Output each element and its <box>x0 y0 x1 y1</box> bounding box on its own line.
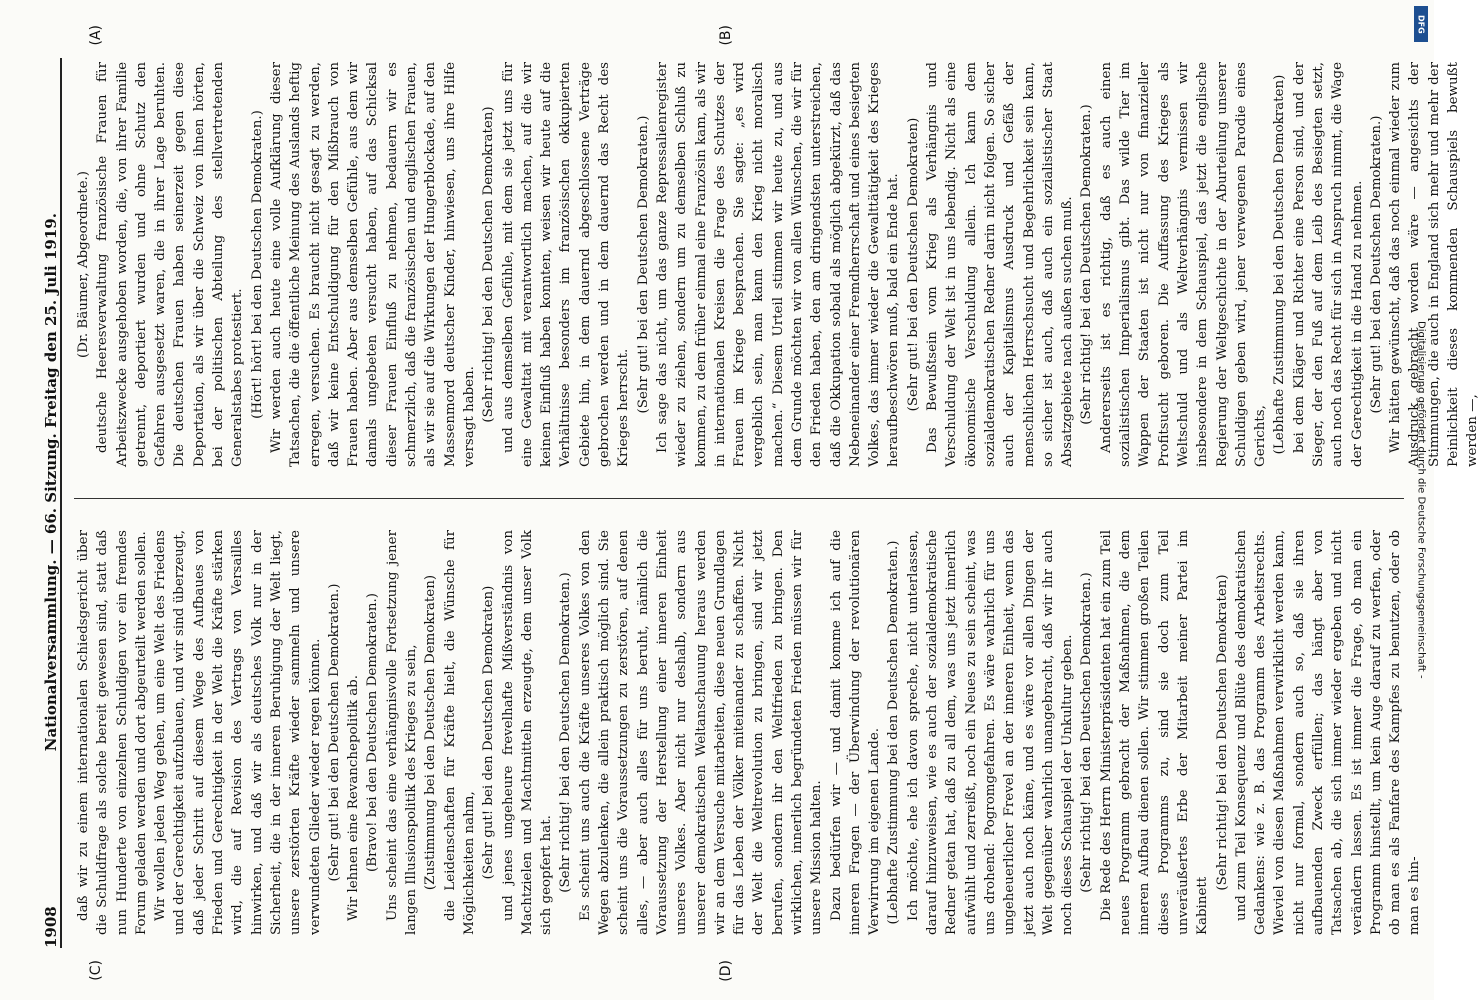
paragraph: daß wir zu einem internationalen Schiedsgericht über die Schuldfrage als solche bereit gewesen sind, statt daß nun Hunderte von einzelnen Schuldigen vor ein fremdes Forum geladen werden und dort abgeurteilt werden sollen. <box>76 530 149 935</box>
paragraph: Wir lehnen eine Revanchepolitik ab. <box>346 674 362 921</box>
digitization-attribution: Digitalisierung gefördert durch die Deutsche Forschungsgemeinschaft - <box>1415 321 1427 679</box>
paragraph: Es scheint uns auch die Kräfte unseres Volkes von den Wegen abzulenken, die allein praktisch möglich sind. Sie scheint uns die Voraussetzungen zu zerstören, auf denen alles, — aber auch alles für uns beruht, nämlich die Voraussetzung der Herstellung einer inneren Einheit unseres Volkes. Aber nicht nur deshalb, sondern aus unserer demokratischen Weltanschauung heraus werden wir an dem Versuche mitarbeiten, diese neuen Grundlagen für das Leben der Völker miteinander zu schaffen. Nicht der Welt die Weltrevolution zu bringen, sind wir jetzt berufen, sondern ihr den Weltfrieden zu bringen. Den wirklichen, innerlich begründeten Frieden müssen wir für unsere Mission halten. <box>577 530 825 935</box>
section-marker-b: (B) <box>718 25 734 46</box>
paragraph: Ich möchte, ehe ich davon spreche, nicht unterlassen, darauf hinzuweisen, wie es auch der sozialdemokratische Redner getan hat, daß zu all dem, was uns jetzt innerlich aufwühlt und zerreißt, noch ein Neues zu sein scheint, was uns drohend: Pogromgefahren. Es wäre wahrlich für uns ungeheuerlicher Frevel an der inneren Einheit, wenn das jetzt auch noch käme, und es wäre vor allen Dingen der Welt gegenüber wahrlich unangebracht, daß wir ihr auch noch dieses Schauspiel der Unkultur geben. <box>905 530 1076 935</box>
paragraph: und jenes ungeheure frevelhafte Mißverständnis von Machtzielen und Machtmitteln erzeugte, dem unser Volk sich geopfert hat. <box>500 530 555 935</box>
paragraph: Uns scheint das eine verhängnisvolle Fortsetzung jener langen Illusionspolitik des Krieges zu sein, <box>384 530 420 935</box>
paragraph: (Sehr gut! bei den Deutschen Demokraten.) <box>1368 115 1384 414</box>
column-divider <box>74 498 1404 499</box>
section-marker-c: (C) <box>88 960 104 981</box>
paragraph: (Bravo! bei den Deutschen Demokraten.) <box>365 593 381 872</box>
paragraph: Wir werden auch heute eine volle Aufklärung dieser Tatsachen, die die öffentliche Meinung des Auslands heftig erregen, versuchen. Es braucht nicht gesagt zu werden, daß wir keine Entschuldigung für den Mißbrauch von Frauen haben. Aber aus demselben Gefühle, aus dem wir damals ungebeten versucht haben, auf das Schicksal dieser Frauen Einfluß zu nehmen, bedauern wir es schmerzlich, daß die französischen und englischen Frauen, als wir sie auf die Wirkungen der Hungerblockade, auf den Massenmord deutscher Kinder, hinwiesen, uns ihre Hilfe versagt haben. <box>268 62 477 467</box>
paragraph: (Sehr richtig! bei den Deutschen Demokraten.) <box>558 572 574 893</box>
paragraph: (Sehr richtig! bei den Deutschen Demokraten.) <box>1079 572 1095 893</box>
paragraph: Andererseits ist es richtig, daß es auch einen sozialistischen Imperialismus gibt. Das wilde Tier im Wappen der Staaten ist nicht nur von finanzieller Profitsucht geboren. Die Auffassung des Krieges als Weltschuld und als Weltverhängnis vermissen wir insbesondere in dem Schauspiel, das jetzt die englische Regierung der Weltgeschichte in der Aburteilung unserer Schuldigen geben wird, jener verwegenen Parodie eines Gerichts, <box>1098 62 1269 467</box>
paragraph: (Sehr richtig! bei den Deutschen Demokraten) <box>1214 574 1230 891</box>
paragraph: Dazu bedürfen wir — und damit komme ich auf die inneren Fragen — der Überwindung der revolutionären Verwirrung im eigenen Lande. <box>828 530 883 935</box>
left-column <box>74 62 1481 467</box>
paragraph: (Sehr gut! bei den Deutschen Demokraten.) <box>326 583 342 882</box>
paragraph: Das Bewußtsein vom Krieg als Verhängnis und Verschuldung der Welt ist in uns lebendig. Nicht als eine ökonomische Verschuldung allein. Ich kann dem sozialdemokratischen Redner darin nicht folgen. So sicher auch der Kapitalismus Ausdruck und Gefäß der menschlichen Herrschsucht und Begehrlichkeit sein kann, so sicher ist auch, daß auch ein sozialistischer Staat Absatzgebiete nach außen suchen muß. <box>925 62 1076 467</box>
section-marker-d: (D) <box>718 960 734 982</box>
paragraph: bei dem Kläger und Richter eine Person sind, und der Sieger, der den Fuß auf dem Leib des Besiegten setzt, auch noch das Recht für sich in Anspruch nimmt, die Wage der Gerechtigkeit in die Hand zu nehmen. <box>1291 62 1365 467</box>
paragraph: (Dr. Bäumer, Abgeordnete.) <box>76 170 91 359</box>
paragraph: (Lebhafte Zustimmung bei den Deutschen Demokraten.) <box>886 540 902 925</box>
paragraph: (Sehr gut! bei den Deutschen Demokraten) <box>481 585 497 880</box>
paragraph: (Zustimmung bei den Deutschen Demokraten) <box>423 574 439 891</box>
paragraph: (Sehr gut! bei den Deutschen Demokraten.) <box>635 115 651 414</box>
section-marker-a: (A) <box>88 25 104 46</box>
paragraph: die Leidenschaften für Kräfte hielt, die Wünsche für Möglichkeiten nahm, <box>442 530 477 935</box>
right-column <box>74 530 1423 935</box>
paragraph: Wir hätten gewünscht, daß das noch einmal wieder zum Ausdruck gebracht worden wäre — angesichts der Stimmungen, die auch in England sich mehr und mehr der Peinlichkeit dieses kommenden Schauspiels bewußt werden —, <box>1388 62 1481 467</box>
page-title: Nationalversammlung. — 66. Sitzung. Freitag den 25. Juli 1919. <box>42 213 60 752</box>
paragraph: deutsche Heeresverwaltung französische Frauen für Arbeitszwecke ausgehoben worden, die, von ihrer Familie getrennt, deportiert wurden und ohne Schutz den Gefahren ausgesetzt waren, die in ihrer Lage beruhten. Die deutschen Frauen haben seinerzeit gegen diese Deportation, als wir über die Schweiz von ihnen hörten, bei der politischen Abteilung des stellvertretenden Generalstabes protestiert. <box>95 62 246 467</box>
paragraph: (Sehr richtig! bei den Deutschen Demokraten.) <box>1079 104 1095 425</box>
paragraph: Ich sage das nicht, um das ganze Repressalienregister wieder zu ziehen, sondern um zu demselben Schluß zu kommen, zu dem früher einmal eine Französin kam, als wir in internationalen Kreisen die Frage des Schutzes der Frauen im Kriege besprachen. Sie sagte: „es wird vergeblich sein, man kann den Krieg nicht moralisch machen.“ Diesem Urteil stimmen wir heute zu, und aus dem Grunde möchten wir von allen Wünschen, die wir für den Frieden haben, den am dringendsten unterstreichen, daß die Okkupation sobald als möglich abgekürzt, daß das Nebeneinander einer Fremdherrschaft und eines besiegten Volkes, das immer wieder die Gewalttätigkeit des Krieges heraufbeschwören muß, bald ein Ende hat. <box>654 62 902 467</box>
paragraph: Die Rede des Herrn Ministerpräsidenten hat ein zum Teil neues Programm gebracht der Maßnahmen, die dem inneren Aufbau dienen sollen. Wir stimmen großen Teilen dieses Programms zu, sind sie doch zum Teil unveräußertes Erbe der Mitarbeit meiner Partei im Kabinett <box>1098 530 1211 935</box>
paragraph: und aus demselben Gefühle, mit dem sie jetzt uns für eine Gewalttat mit verantwortlich machen, auf die wir keinen Einfluß haben konnten, weisen wir heute auf die Verhältnisse besonders im französischen okkupierten Gebiete hin, in dem dauernd abgeschlossene Verträge gebrochen werden und in dem dauernd das Recht des Krieges herrscht. <box>500 62 632 467</box>
page-number: 1908 <box>42 906 60 948</box>
page-header <box>36 58 62 948</box>
paragraph: (Sehr gut! bei den Deutschen Demokraten) <box>905 117 921 412</box>
paragraph: (Lebhafte Zustimmung bei den Deutschen Demokraten) <box>1272 74 1288 455</box>
paragraph: (Hört! hört! bei den Deutschen Demokraten.) <box>249 110 265 419</box>
paragraph: Wir wollen jeden Weg gehen, um eine Welt des Friedens und der Gerechtigkeit aufzubauen, und wir sind überzeugt, daß jeder Schritt auf diesem Wege des Aufbaues von Frieden und Gerechtigkeit in der Welt die Kräfte stärken wird, die auf Revision des Vertrags von Versailles hinwirken, und daß wir als deutsches Volk nur in der Sicherheit, die in der inneren Beruhigung der Welt liegt, unsere zerstörten Kräfte wieder sammeln und unsere verwundeten Glieder wieder regen können. <box>153 530 323 935</box>
paragraph: (Sehr richtig! bei den Deutschen Demokraten) <box>481 106 497 423</box>
dfg-logo: DFG <box>1414 6 1428 42</box>
paragraph: und zum Teil Konsequenz und Blüte des demokratischen Gedankens: wie z. B. das Programm des Arbeitsrechts. Wieviel von diesen Maßnahmen verwirklicht werden kann, nicht nur formal, sondern auch so, daß sie ihren aufbauenden Zweck erfüllen; das hängt aber von Tatsachen ab, die sich immer wieder ergeben und nicht verändern lassen. Es ist immer die Frage, ob man ein Programm hinstellt, um kein Auge darauf zu werfen, oder ob man es als Fanfare des Kampfes zu benutzen, oder ob man es hin- <box>1233 530 1423 935</box>
